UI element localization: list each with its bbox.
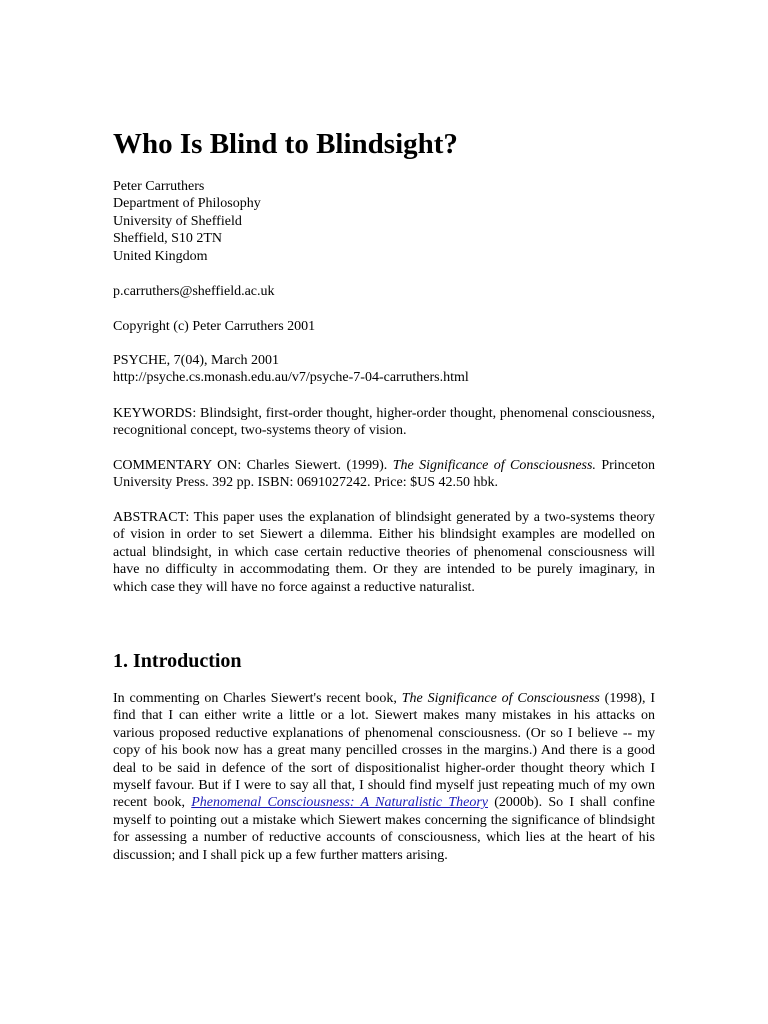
author-email: p.carruthers@sheffield.ac.uk — [113, 284, 275, 299]
intro-text-end: (2000b). So I shall confine myself to pointing out a mistake which Siewert makes concerning the significance of blindsight for assessing a number of reductive accounts of consciousness, which lies at the heart of his discussion; and I shall pick up a few further matters arising. — [113, 795, 655, 863]
journal-url: http://psyche.cs.monash.edu.au/v7/psyche-7-04-carruthers.html — [113, 370, 469, 386]
intro-book-title: The Significance of Consciousness — [401, 691, 600, 706]
commentary-paragraph — [113, 457, 655, 492]
section-heading: 1. Introduction — [113, 650, 242, 672]
keywords-paragraph: KEYWORDS: Blindsight, first-order thought, higher-order thought, phenomenal consciousness, recognitional concept, two-systems theory of vision. — [113, 406, 655, 439]
copyright-line: Copyright (c) Peter Carruthers 2001 — [113, 319, 316, 334]
author-university: University of Sheffield — [113, 213, 242, 229]
intro-text-start: In commenting on Charles Siewert's recent book, — [113, 691, 402, 706]
author-department: Department of Philosophy — [113, 196, 261, 212]
abstract-paragraph: ABSTRACT: This paper uses the explanation of blindsight generated by a two-systems theory of vision in order to set Siewert a dilemma. Either his blindsight examples are modelled on actual blindsight, in which case certain reductive theories of phenomenal consciousness will have no difficulty in accommodating them. Or they are intended to be purely imaginary, in which case they will have no force against a reductive naturalist. — [113, 510, 655, 595]
book-link[interactable]: Phenomenal Consciousness: A Naturalistic Theory — [191, 795, 488, 811]
author-name: Peter Carruthers — [113, 179, 205, 194]
journal-info — [113, 352, 655, 387]
author-city: Sheffield, S10 2TN — [113, 231, 223, 247]
commentary-book-title: The Significance of Consciousness. — [392, 458, 596, 473]
intro-text-mid: (1998), I find that I can either write a little or a lot. Siewert makes many mistakes in his attacks on various proposed reductive explanations of phenomenal consciousness. (Or so I believe -- my copy of his book now has a great many pencilled crosses in the margins.) And there is a good deal to be said in defence of the sort of dispositionalist higher-order thought theory which I myself favour. But if I were to say all that, I should find myself just repeating much of my own recent book, — [113, 691, 655, 811]
author-address — [113, 178, 655, 265]
author-country: United Kingdom — [113, 248, 208, 264]
journal-citation: PSYCHE, 7(04), March 2001 — [113, 353, 280, 368]
commentary-suffix: Princeton University Press. 392 pp. ISBN: 0691027242. Price: $US 42.50 hbk. — [113, 458, 655, 491]
paper-title: Who Is Blind to Blindsight? — [113, 128, 458, 160]
intro-paragraph — [113, 690, 655, 864]
commentary-prefix: COMMENTARY ON: Charles Siewert. (1999). — [113, 458, 393, 473]
